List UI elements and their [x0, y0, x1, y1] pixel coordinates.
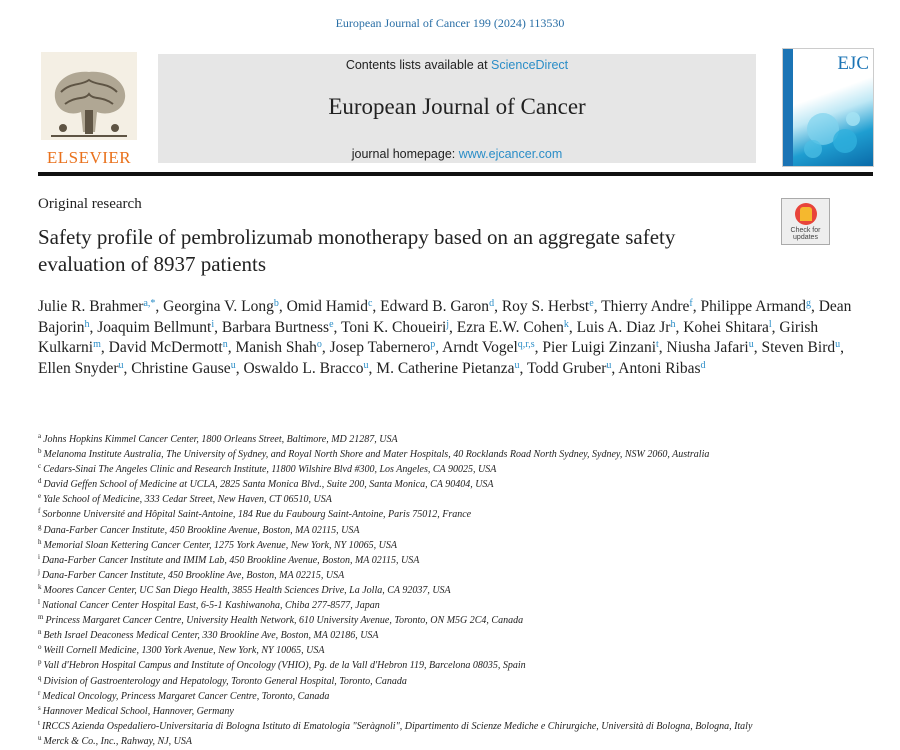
affiliation-mark: k	[38, 582, 42, 591]
author-name[interactable]: Manish Shah	[235, 339, 317, 356]
affiliation-mark: c	[38, 462, 42, 471]
author-affiliation-mark[interactable]: b	[273, 298, 279, 309]
affiliation-mark: l	[38, 598, 40, 607]
author-affiliation-mark[interactable]: c	[367, 298, 373, 309]
author-name[interactable]: Edward B. Garon	[380, 298, 490, 315]
cover-art-icon	[783, 49, 873, 166]
author-separator: ,	[494, 298, 502, 315]
affiliation-item	[38, 462, 868, 477]
author-name[interactable]: Christine Gause	[131, 359, 231, 377]
author-affiliation-mark[interactable]: d	[700, 359, 706, 371]
affiliation-text: Beth Israel Deaconess Medical Center, 330 Brookline Ave, Boston, MA 02186, USA	[43, 630, 379, 642]
affiliation-item	[38, 628, 868, 643]
affiliation-text: National Cancer Center Hospital East, 6-5-1 Kashiwanoha, Chiba 277-8577, Japan	[41, 600, 380, 612]
author-separator: ,	[840, 339, 844, 356]
affiliation-item	[38, 538, 868, 553]
affiliation-mark: u	[38, 733, 42, 742]
affiliation-item	[38, 583, 868, 598]
affiliation-text: Yale School of Medicine, 333 Cedar Street, New Haven, CT 06510, USA	[43, 494, 332, 506]
elsevier-logo	[38, 52, 140, 167]
affiliation-mark: f	[38, 507, 41, 516]
sciencedirect-link[interactable]: ScienceDirect	[491, 58, 569, 72]
affiliation-mark: o	[38, 643, 42, 652]
author-separator: ,	[593, 298, 602, 315]
author-separator: ,	[611, 359, 619, 377]
author-affiliation-mark[interactable]: e	[589, 298, 594, 309]
journal-citation[interactable]: European Journal of Cancer 199 (2024) 113530	[335, 16, 565, 30]
author-separator: ,	[435, 339, 443, 356]
author-name[interactable]: Girish Kulkarni	[38, 318, 819, 356]
affiliation-text: Johns Hopkins Kimmel Cancer Center, 1800 Orleans Street, Baltimore, MD 21287, USA	[43, 434, 398, 445]
author-name[interactable]: Oswaldo L. Bracco	[243, 359, 364, 377]
author-separator: ,	[519, 359, 527, 377]
affiliation-item	[38, 658, 868, 673]
author-separator: ,	[753, 339, 762, 356]
article-title: Safety profile of pembrolizumab monotherapy based on an aggregate safety evaluation of 8937 patients	[38, 225, 676, 276]
author-affiliation-mark[interactable]: q,r,s	[517, 339, 535, 350]
affiliation-item	[38, 492, 868, 507]
affiliation-item	[38, 613, 868, 628]
author-name[interactable]: M. Catherine Pietanza	[376, 359, 515, 377]
affiliation-mark: m	[38, 613, 44, 622]
author-name[interactable]: Kohei Shitara	[683, 318, 769, 336]
author-affiliation-mark[interactable]: i	[211, 318, 215, 330]
author-separator: ,	[321, 339, 330, 356]
author-separator: ,	[89, 318, 98, 336]
affiliation-mark: p	[38, 658, 42, 667]
affiliation-text: Moores Cancer Center, UC San Diego Health, 3855 Health Sciences Drive, La Jolla, CA 92037, USA	[43, 584, 451, 596]
affiliation-item	[38, 553, 868, 568]
affiliation-mark: g	[38, 522, 42, 531]
author-name[interactable]: Josep Tabernero	[329, 339, 431, 356]
author-affiliation-mark[interactable]: h	[670, 318, 676, 330]
journal-header	[38, 48, 873, 166]
affiliation-text: Dana-Farber Cancer Institute and IMIM Lab, 450 Brookline Avenue, Boston, MA 02115, USA	[41, 554, 420, 566]
affiliation-item	[38, 689, 868, 704]
author-name[interactable]: Niusha Jafari	[666, 339, 749, 356]
affiliation-mark: e	[38, 492, 42, 501]
affiliation-mark: s	[38, 703, 41, 712]
affiliation-text: Melanoma Institute Australia, The University of Sydney, and Royal North Shore and Mater Hospitals, 40 Rocklands Road North Sydney, Sydney, NSW 2060, Australia	[43, 449, 710, 461]
author-affiliation-mark[interactable]: u	[748, 339, 754, 350]
author-affiliation-mark[interactable]: u	[514, 359, 520, 371]
journal-cover-thumbnail[interactable]	[782, 48, 874, 167]
author-separator: ,	[333, 318, 341, 336]
author-separator: ,	[227, 339, 236, 356]
affiliation-item	[38, 719, 868, 734]
author-affiliation-mark[interactable]: f	[689, 298, 693, 309]
author-affiliation-mark[interactable]: p	[430, 339, 436, 350]
journal-title: European Journal of Cancer	[328, 94, 586, 119]
author-affiliation-mark[interactable]: d	[489, 298, 495, 309]
author-name[interactable]: Toni K. Choueiri	[341, 318, 447, 336]
author-name[interactable]: Omid Hamid	[286, 298, 368, 315]
affiliation-mark: d	[38, 477, 42, 486]
author-affiliation-mark[interactable]: g	[805, 298, 811, 309]
author-separator: ,	[123, 359, 132, 377]
author-name[interactable]: Barbara Burtness	[221, 318, 330, 336]
affiliation-text: Sorbonne Université and Hôpital Saint-Antoine, 184 Rue du Faubourg Saint-Antoine, Paris 75012, France	[42, 509, 472, 521]
author-separator: ,	[100, 339, 109, 356]
check-for-updates-label: Check for updates	[790, 227, 821, 241]
author-separator: ,	[810, 298, 819, 315]
homepage-prefix: journal homepage:	[351, 147, 459, 161]
affiliation-item	[38, 704, 868, 719]
author-name[interactable]: Roy S. Herbst	[501, 298, 590, 315]
bookmark-icon	[795, 203, 817, 225]
affiliation-item	[38, 447, 868, 462]
author-affiliation-mark[interactable]: h	[84, 318, 90, 330]
author-separator: ,	[675, 318, 684, 336]
affiliation-item	[38, 477, 868, 492]
author-name[interactable]: Steven Bird	[761, 339, 836, 356]
author-affiliation-mark[interactable]: t	[656, 339, 659, 350]
author-name[interactable]: Todd Gruber	[526, 359, 607, 377]
author-affiliation-mark[interactable]: u	[230, 359, 236, 371]
author-separator: ,	[534, 339, 543, 356]
affiliation-text: Dana-Farber Cancer Institute, 450 Brookline Avenue, Boston, MA 02115, USA	[43, 524, 360, 536]
author-affiliation-mark[interactable]: j	[446, 318, 450, 330]
author-name[interactable]: Georgina V. Long	[163, 298, 274, 315]
author-name[interactable]: Luis A. Diaz Jr	[576, 318, 671, 336]
homepage-line	[158, 147, 756, 161]
elsevier-wordmark: ELSEVIER	[46, 148, 132, 167]
affiliation-text: Medical Oncology, Princess Margaret Cancer Centre, Toronto, Canada	[42, 690, 330, 702]
affiliation-item	[38, 432, 868, 447]
affiliation-text: Princess Margaret Cancer Centre, University Health Network, 610 University Avenue, Toronto, ON M5G 2C4, Canada	[45, 615, 524, 627]
author-separator: ,	[692, 298, 701, 315]
affiliation-mark: n	[38, 628, 42, 637]
author-separator: ,	[372, 298, 381, 315]
author-affiliation-mark[interactable]: m	[93, 339, 101, 350]
author-name[interactable]: Philippe Armand	[700, 298, 806, 315]
author-separator: ,	[368, 359, 377, 377]
author-name[interactable]: Pier Luigi Zinzani	[542, 339, 656, 356]
affiliation-mark: r	[38, 688, 41, 697]
affiliation-text: Hannover Medical School, Hannover, Germany	[42, 705, 234, 717]
affiliation-item	[38, 643, 868, 658]
author-name[interactable]: Dean Bajorin	[38, 298, 852, 336]
author-affiliation-mark[interactable]: o	[316, 339, 322, 350]
affiliation-mark: b	[38, 447, 42, 456]
author-name[interactable]: David McDermott	[108, 339, 223, 356]
affiliation-list	[38, 432, 868, 749]
author-separator: ,	[771, 318, 780, 336]
affiliation-text: David Geffen School of Medicine at UCLA, 2825 Santa Monica Blvd., Suite 200, Santa Monica, CA 90404, USA	[43, 479, 494, 491]
author-separator: ,	[214, 318, 222, 336]
affiliation-text: Cedars-Sinai The Angeles Clinic and Research Institute, 11800 Wilshire Blvd #300, Los Angeles, CA 90025, USA	[43, 464, 497, 476]
author-separator: ,	[568, 318, 577, 336]
author-affiliation-mark[interactable]: u	[835, 339, 841, 350]
author-affiliation-mark[interactable]: k	[563, 318, 569, 330]
contents-prefix: Contents lists available at	[345, 58, 492, 72]
author-name[interactable]: Julie R. Brahmer	[38, 298, 144, 315]
affiliation-item	[38, 734, 868, 749]
affiliation-mark: i	[38, 552, 40, 561]
author-affiliation-mark[interactable]: n	[222, 339, 228, 350]
author-list	[38, 297, 868, 379]
author-name[interactable]: Ellen Snyder	[38, 359, 119, 377]
affiliation-text: Merck & Co., Inc., Rahway, NJ, USA	[43, 735, 192, 747]
author-name[interactable]: Joaquim Bellmunt	[97, 318, 212, 336]
homepage-link[interactable]: www.ejcancer.com	[458, 147, 563, 161]
affiliation-item	[38, 568, 868, 583]
affiliation-item	[38, 674, 868, 689]
author-name[interactable]: Antoni Ribas	[618, 359, 701, 377]
author-name[interactable]: Arndt Vogel	[442, 339, 518, 356]
affiliation-mark: a	[38, 432, 42, 440]
journal-banner	[158, 54, 756, 163]
author-separator: ,	[235, 359, 244, 377]
affiliation-text: Memorial Sloan Kettering Cancer Center, 1275 York Avenue, New York, NY 10065, USA	[43, 539, 398, 551]
affiliation-mark: t	[38, 718, 40, 727]
contents-line	[158, 58, 756, 72]
affiliation-text: Division of Gastroenterology and Hepatology, Toronto General Hospital, Toronto, Canada	[43, 675, 407, 687]
author-affiliation-mark[interactable]: u	[118, 359, 124, 371]
author-affiliation-mark[interactable]: l	[768, 318, 772, 330]
affiliation-mark: q	[38, 673, 42, 682]
affiliation-mark: h	[38, 537, 42, 546]
check-for-updates-button[interactable]	[781, 198, 830, 245]
affiliation-item	[38, 523, 868, 538]
affiliation-text: Vall d'Hebron Hospital Campus and Institute of Oncology (VHIO), Pg. de la Vall d'Hebron 119, Barcelona 08035, Spain	[43, 660, 526, 672]
author-separator: ,	[278, 298, 287, 315]
author-separator: ,	[155, 298, 164, 315]
author-separator: ,	[449, 318, 457, 336]
author-affiliation-mark[interactable]: a,*	[143, 298, 156, 309]
affiliation-item	[38, 598, 868, 613]
affiliation-item	[38, 507, 868, 522]
author-separator: ,	[658, 339, 667, 356]
affiliation-text: Weill Cornell Medicine, 1300 York Avenue, New York, NY 10065, USA	[43, 645, 325, 657]
author-name[interactable]: Ezra E.W. Cohen	[456, 318, 564, 336]
affiliation-mark: j	[38, 567, 40, 576]
author-affiliation-mark[interactable]: u	[363, 359, 369, 371]
article-type: Original research	[38, 196, 142, 212]
author-affiliation-mark[interactable]: e	[329, 318, 334, 330]
affiliation-text: IRCCS Azienda Ospedaliero-Universitaria di Bologna Istituto di Ematologia "Seràgnoli", Dipartimento di Scienze Mediche e Chirurgiche, Università di Bologna, Bologna, Italy	[41, 720, 753, 732]
header-divider	[38, 172, 873, 176]
affiliation-text: Dana-Farber Cancer Institute, 450 Brookline Ave, Boston, MA 02215, USA	[41, 569, 345, 581]
cover-ejc-label: EJC	[837, 53, 869, 74]
author-name[interactable]: Thierry Andre	[601, 298, 690, 315]
elsevier-tree-icon	[41, 52, 137, 140]
author-affiliation-mark[interactable]: u	[606, 359, 612, 371]
